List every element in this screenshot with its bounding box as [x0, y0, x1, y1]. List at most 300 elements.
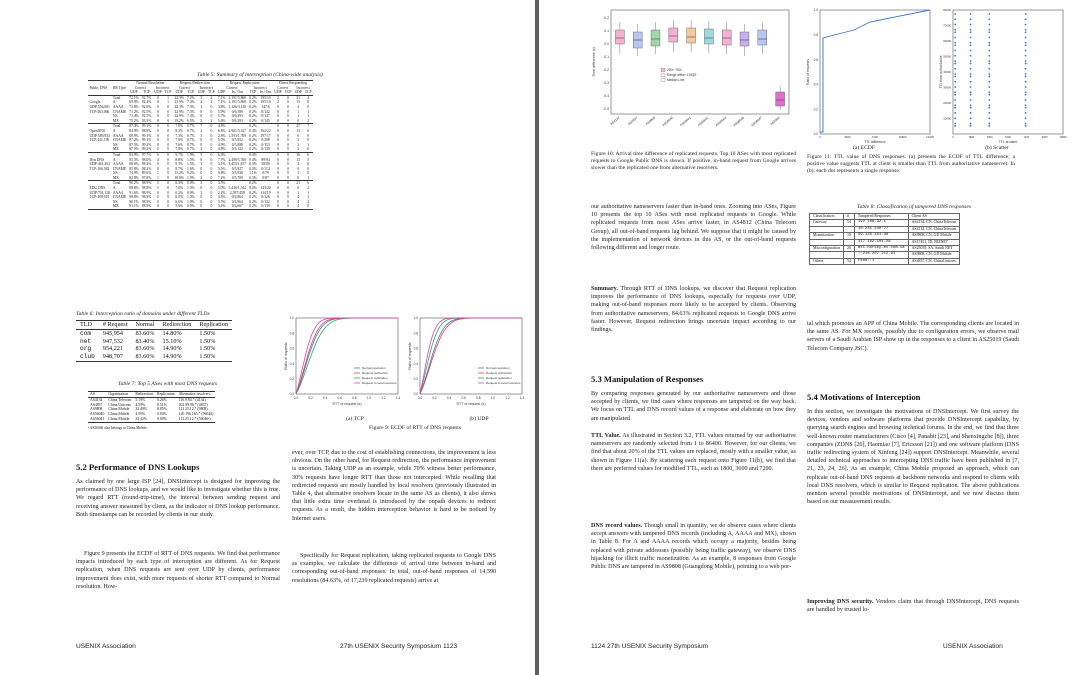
t5-cell: 0 — [277, 199, 279, 204]
y-axis-label: TTL from authoritative — [939, 55, 943, 89]
y-tick-label: 70000 — [943, 23, 951, 28]
iqr-box — [615, 30, 624, 44]
t5-cell: 2.8% — [217, 133, 226, 138]
t5-cell: 4.9% — [217, 142, 226, 147]
t5-cell: 0.3% — [249, 166, 257, 171]
t5-cell: 1.1% — [249, 171, 257, 176]
figure10-caption: Figure 10: Arrival time difference of replicated requests. Top 10 ASes with most replicated requests to Google Public DNS is shown. If positive, in-band request from Google arrives slower than the replicated one from alternative resolvers. — [591, 151, 796, 171]
legend-label: Request redirection — [362, 371, 389, 376]
t5-cell: 7.3% — [186, 104, 195, 109]
t7-cell: 112.25.12.* (56046¹) — [178, 416, 211, 421]
t5-cell: 5.0% — [217, 138, 226, 143]
t5-cell: 0 — [277, 133, 279, 138]
y-tick-label: 0.6 — [813, 57, 818, 62]
scatter-point — [1025, 107, 1027, 109]
t5-subgroup-head: Correct — [134, 85, 146, 90]
t5-cell: 1 — [307, 114, 310, 119]
y-tick-label: 1.0 — [413, 316, 418, 321]
t5-dns-cell: Dyn DNS — [89, 157, 105, 162]
t5-cell: 1.9% — [186, 175, 195, 180]
col2-para1: tal which promotes an APP of China Mobile. The corresponding clients are located in the same AS. For MX records, possibly due to configuration errors, we observe mail servers of a Saudi Arabian ISP show up in the responses to a client in AS25019 (Saudi Telecom Company JSC). — [807, 321, 1019, 352]
table5-caption: Table 5: Summary of interception (China-wide analysis) — [197, 72, 323, 78]
t7-cell: AS9808 — [90, 407, 103, 412]
t5-cell: 0.2% — [249, 147, 257, 152]
t5-cell: 0 — [277, 171, 279, 176]
t5-cell: 4.8% — [217, 147, 226, 152]
t5-cell: 6 — [297, 133, 300, 138]
t5-cell: 0 — [196, 204, 206, 209]
scatter-point — [954, 31, 956, 33]
t5-cell: 0 — [210, 186, 213, 191]
scatter-point — [988, 29, 990, 31]
x-tick-label: 1800 — [968, 136, 975, 139]
t5-cell: 0 — [307, 100, 310, 105]
col1-para1: our authoritative nameservers faster than in-band ones. Zooming into ASes, Figure 10 presents the top 10 ASes with most replicated requests to Google. While replicated requests from most ASes arrive faster, in AS4812 (China Telecom Group), all out-of-band requests lag behind. We suppose that it might be caused by the implementation of network devices in this AS, or the out-of-band requests following different and longer route. — [591, 204, 796, 252]
t5-cell: 0/142 — [261, 109, 270, 114]
x-tick-label: 0.6 — [337, 396, 342, 400]
t5-cell: 2 — [200, 128, 203, 133]
t5-cell: 98.2% — [141, 162, 152, 167]
t5-cell: 0/6,393 — [227, 119, 248, 124]
section-5-3-ttl — [591, 432, 796, 473]
table-row — [88, 417, 215, 422]
iqr-box — [740, 32, 749, 46]
t5-cell: 1 — [153, 176, 163, 181]
legend-label: Request replication — [486, 376, 512, 381]
scatter-point — [1025, 94, 1027, 96]
y-tick-label: 0.2 — [413, 377, 418, 381]
x-tick-label: 10800 — [1059, 136, 1067, 139]
t5-cell: 0.7% — [186, 128, 195, 133]
y-tick-label: -0.3 — [603, 81, 609, 86]
x-tick-label: AS9394 — [769, 115, 781, 127]
t5-cell: 0/6,589 — [231, 109, 243, 114]
figure9-caption: Figure 9: ECDF of RTT of DNS requests — [368, 425, 461, 431]
scatter-point — [970, 37, 972, 39]
t5-cell: 3 — [196, 95, 206, 100]
t5-cell: 1 — [163, 95, 173, 100]
t5-cell: 7.8% — [173, 147, 186, 152]
t5-cell: 0 — [277, 186, 279, 191]
t5-cell: 5.7% — [217, 114, 226, 119]
t7-cell: 120.196.165.* (56040) — [178, 412, 214, 417]
t5-group-head: Direct Responding — [273, 81, 313, 86]
t6-cell: 947,532 — [102, 337, 123, 345]
table8-caption: Table 8: Classification of tampered DNS responses — [856, 204, 972, 210]
x-tick-label: 0 — [819, 135, 821, 139]
scatter-point — [1025, 99, 1027, 101]
t5-dns-cell: UDP:556,081 — [89, 104, 110, 109]
scatter-point — [988, 123, 990, 125]
t5-cell: 1.0% — [186, 199, 195, 204]
t5-cell: 92.7% — [141, 95, 152, 100]
figure9-udp-chart — [406, 312, 528, 410]
t8-cell: AS4134, CN, ChinaTelecom — [908, 220, 960, 226]
t5-cell: 0 — [287, 142, 289, 147]
t5-subgroup-head: Incorrect — [156, 85, 170, 90]
t5-dns-cell: Google — [89, 100, 101, 105]
t5-proto-head: TCP — [208, 90, 215, 95]
scatter-point — [954, 91, 956, 93]
t5-cell: 7.2% — [186, 95, 195, 100]
t6-cell: 948,707 — [102, 353, 123, 361]
t5-cell: CNAME — [112, 166, 127, 171]
t8-cell: 10 — [844, 233, 855, 239]
t5-cell: 0 — [210, 190, 213, 195]
scatter-point — [1025, 123, 1027, 125]
t5-cell: 89/94 — [261, 157, 270, 162]
t5-cell: 97.8% — [141, 175, 152, 180]
t5-cell: 3.8% — [217, 104, 226, 109]
scatter-point — [954, 107, 956, 109]
t5-cell: 147/6 — [261, 104, 270, 109]
t5-cell: 0.4% — [249, 157, 257, 162]
scatter-point — [1025, 125, 1027, 127]
t5-cell: 0 — [157, 142, 159, 147]
t5-cell: 197/17 — [260, 133, 271, 138]
t5-cell: 91.6% — [129, 190, 139, 195]
scatter-point — [970, 112, 972, 114]
y-axis-label: Ratio of requests — [806, 59, 810, 85]
t5-cell: 0/79 — [262, 171, 269, 176]
t5-cell: 3.5% — [217, 195, 226, 200]
t5-cell: NS — [112, 142, 118, 147]
t5-cell: 0 — [167, 138, 169, 143]
x-tick-label: 0.8 — [352, 396, 357, 400]
iqr-box — [704, 29, 713, 44]
t5-cell: 72.1% — [129, 95, 139, 100]
t5-cell: 0 — [307, 138, 310, 143]
t5-cell: 0.7% — [186, 147, 195, 152]
t5-cell: 1 — [307, 190, 310, 195]
t5-cell: 0 — [277, 128, 279, 133]
t5-cell: 0 — [153, 147, 163, 152]
t6-cell: 14.90% — [162, 345, 182, 353]
x-tick-label: 0.8 — [476, 396, 481, 400]
scatter-point — [954, 104, 956, 106]
t5-cell: 90.2% — [129, 181, 139, 186]
t5-cell: 22.3% — [174, 104, 184, 109]
t7-cell: 4.59% — [135, 412, 146, 417]
t5-cell: 7.4% — [186, 100, 195, 105]
t6-cell: 945,954 — [102, 329, 123, 337]
y-axis-label: Time difference (s) — [592, 47, 596, 77]
t5-cell: 0 — [287, 186, 289, 191]
t7-cell: China Mobile — [108, 416, 130, 421]
t5-cell: 89.9% — [129, 133, 139, 138]
scatter-point — [970, 107, 972, 109]
t5-cell: 8 — [297, 186, 300, 191]
t5-cell: AAAA — [112, 162, 124, 167]
t5-cell: 0/5,122 — [227, 147, 248, 152]
t8-header: Client AS — [908, 214, 960, 220]
figure11 — [804, 4, 1069, 146]
t8-cell: 10.231.240.77 — [854, 226, 908, 232]
scatter-point — [954, 68, 956, 70]
scatter-point — [970, 50, 972, 52]
scatter-point — [1025, 13, 1027, 15]
x-tick-label: AS56040 — [661, 115, 674, 128]
t5-cell: 5.6% — [173, 204, 186, 209]
t7-cell: 112.25.12.* (9808) — [178, 407, 208, 412]
y-tick-label: 20000 — [943, 101, 951, 106]
t5-proto-head: In / Out — [259, 90, 272, 95]
y-axis-label: Ratio of requests — [408, 342, 412, 370]
t5-cell: AAAA — [112, 190, 124, 195]
t5-cell: 7.8% — [173, 124, 186, 129]
t5-cell: 0 — [167, 166, 169, 171]
y-tick-label: 0.4 — [413, 361, 418, 366]
t5-cell: 195/10 — [258, 95, 272, 100]
t5-cell: 0.4% — [249, 152, 257, 157]
t8-cell: 117.102.104.28 — [854, 239, 908, 245]
t5-cell: 143/20 — [260, 186, 271, 191]
legend-label: Request to local resolvers — [362, 381, 397, 386]
t5-cell: 0 — [273, 176, 283, 181]
ecdf-series-line — [820, 10, 930, 132]
fig9b-sublabel: (b) UDP — [469, 416, 489, 422]
records-lead: DNS record values. — [591, 523, 643, 529]
t5-cell: 2,499/5,760 — [228, 157, 247, 162]
scatter-point — [988, 91, 990, 93]
t5-cell: 7.7% — [217, 157, 226, 162]
t5-cell: 2 — [297, 142, 300, 147]
table7-footnote: ¹ AS56046 also belongs to China Mobile. — [88, 425, 148, 430]
t5-cell: 0 — [277, 195, 279, 200]
scatter-point — [1025, 55, 1027, 57]
t5-cell: 0 — [277, 162, 279, 167]
t5-dns-cell: UDP:461,263 — [89, 162, 110, 167]
table7 — [88, 391, 215, 431]
scatter-point — [988, 81, 990, 83]
figure10-boxplot — [589, 4, 794, 149]
legend-label: Request redirection — [486, 371, 513, 376]
x-tick-label: 3600 — [986, 136, 993, 139]
t5-cell: 0 — [157, 114, 159, 119]
scatter-point — [970, 99, 972, 101]
t8-header: Classification — [810, 214, 844, 220]
t5-cell: MX — [111, 176, 127, 181]
t5-cell: 0 — [283, 119, 293, 124]
section-5-3-para1: By comparing responses generated by our authoritative nameservers and those accepted by clients, we find cases where responses are tampered on the way back. We focus on TTL and DNS record values of a response and elaborate on how they are manipulated. — [591, 391, 796, 422]
y-tick-label: 30000 — [943, 85, 951, 90]
x-tick-label: AS56046 — [732, 115, 746, 128]
x-axis-label: TTL at client — [998, 140, 1018, 144]
t6-cell: club — [80, 353, 95, 361]
iqr-box — [722, 30, 731, 45]
t5-cell: 0/139 — [258, 147, 272, 152]
t5-cell: 0 — [163, 176, 173, 181]
legend-label: Normal resolution — [362, 366, 386, 371]
figure9 — [282, 312, 532, 410]
scatter-point — [970, 73, 972, 75]
table6-caption: Table 6: Interception ratio of domains under different TLDs — [76, 311, 210, 317]
t5-cell: 1 — [307, 195, 310, 200]
x-tick-label: AS56041 — [679, 115, 692, 128]
t5-cell: 0 — [287, 190, 289, 195]
scatter-point — [954, 112, 956, 114]
t5-cell: 0 — [297, 166, 300, 171]
scatter-point — [954, 99, 956, 101]
scatter-point — [1025, 60, 1027, 62]
t5-cell: 88.0% — [129, 186, 139, 191]
scatter-point — [970, 104, 972, 106]
t5-cell: 89.6% — [141, 171, 152, 176]
t5-cell: 0 — [273, 181, 283, 186]
t5-cell: 0 — [273, 152, 283, 157]
scatter-point — [1025, 50, 1027, 52]
t5-cell: 0 — [210, 114, 213, 119]
t5-dns-cell: OpenDNS — [89, 128, 105, 133]
t5-cell: 0 — [157, 100, 159, 105]
t5-cell: 3.5% — [217, 181, 226, 186]
t5-cell: 0 — [167, 190, 169, 195]
t5-cell: 0/5,927 — [231, 166, 243, 171]
t5-cell: 83.9% — [129, 152, 139, 157]
t5-cell: 16 — [293, 152, 303, 157]
scatter-point — [1025, 73, 1027, 75]
y-tick-label: -0.4 — [603, 94, 609, 99]
x-tick-label: AS56042 — [696, 115, 710, 128]
t5-cell: 22.9% — [174, 114, 184, 119]
t5-cell: 1.6% — [186, 166, 195, 171]
t8-cell: AS25019, SA, Saudi NET — [908, 246, 960, 252]
y-tick-label: 0.2 — [813, 107, 818, 112]
t5-cell: 3.5% — [217, 199, 226, 204]
t5-cell: 3 — [200, 162, 203, 167]
t5-cell: 2 — [273, 95, 283, 100]
t5-cell: 3 — [297, 138, 300, 143]
col1-summary — [591, 285, 796, 334]
t5-cell: 0 — [210, 133, 213, 138]
t5-cell: 362/22 — [260, 128, 271, 133]
t5-cell: 1.5% — [186, 157, 195, 162]
t5-cell: 1.0% — [186, 186, 195, 191]
t6-cell: 954,221 — [102, 345, 123, 353]
t5-cell: 1 — [297, 114, 300, 119]
t5-cell: 87.2% — [129, 138, 139, 143]
t5-cell: 23.9% — [174, 100, 184, 105]
t5-cell: 1 — [307, 142, 310, 147]
x-tick-label: AS4837 — [627, 115, 639, 127]
t6-cell: 1.50% — [199, 353, 216, 361]
t5-cell: A — [112, 186, 116, 191]
t5-cell: 1,126/3,130 — [228, 104, 247, 109]
t5-proto-head: TCP — [304, 90, 312, 95]
t5-cell: 0 — [210, 199, 213, 204]
t5-cell: 0 — [157, 195, 159, 200]
summary-text: Through RTT of DNS lookups, we discover that Request replication improves the performance of DNS lookups, especially for requests over UDP, making out-of-band responses more likely to be accepted by clients. Observing from authoritative nameservers, 84.63% replicated requests to Google DNS arrive faster. However, Request redirection brings uncertain impact according to our findings. — [591, 286, 796, 334]
t5-cell: 6 — [303, 181, 313, 186]
t5-cell: 88.6% — [129, 162, 139, 167]
t5-cell: 0 — [287, 100, 289, 105]
t8-cell: AS9808, CN, GD Mobile — [908, 252, 960, 258]
t5-cell: 1,593/1,709 — [228, 133, 247, 138]
t5-group-head: Request Redirection — [173, 81, 216, 86]
t5-cell: 0 — [307, 104, 310, 109]
scatter-point — [970, 44, 972, 46]
t5-cell: 2 — [196, 176, 206, 181]
y-tick-label: 0.0 — [413, 392, 418, 397]
t6-header: # Request — [102, 321, 128, 328]
x-tick-label: 0.6 — [461, 396, 466, 400]
t5-cell: 92.6% — [141, 104, 152, 109]
t5-cell: 6.5% — [175, 195, 184, 200]
t5-cell: 0.2% — [249, 138, 257, 143]
table8 — [809, 213, 960, 265]
t5-cell: 4 — [297, 104, 300, 109]
y-tick-label: 60000 — [943, 39, 951, 44]
t7-cell: AS56040 — [90, 412, 105, 417]
t5-proto-head: UDP — [175, 90, 183, 95]
t5-cell: 0 — [307, 133, 310, 138]
t7-cell: 23.42% — [135, 416, 148, 421]
t5-cell: 4 — [293, 204, 303, 209]
scatter-point — [954, 86, 956, 88]
t5-cell: 0 — [167, 128, 169, 133]
y-tick-label: 0.6 — [289, 346, 294, 351]
t5-cell: 0 — [283, 124, 293, 129]
t5-cell: 69.0% — [129, 100, 139, 105]
scatter-point — [1025, 104, 1027, 106]
t5-cell: 5 — [307, 157, 310, 162]
t5-cell: 0 — [163, 147, 173, 152]
x-tick-label: 1.2 — [505, 396, 510, 400]
x-tick-label: 0 — [952, 136, 954, 139]
t5-cell: 0 — [157, 128, 159, 133]
t5-cell: 0/147 — [261, 114, 270, 119]
t5-cell: 92.5% — [141, 114, 152, 119]
t5-proto-head: UDP — [154, 90, 162, 95]
x-tick-label: 0.0 — [417, 396, 423, 400]
figure11-caption: Figure 11: TTL value of DNS responses. (a) presents the ECDF of TTL difference; a positive value suggests TTL at client is smaller than TTL from authoritative nameserver. In (b), each dot represents a single response. — [807, 154, 1015, 174]
records-text: Though small in quantity, we do observe cases where clients accept answers with tampered DNS records (including A, AAAA and MX), shown in Table 8. For A and AAAA records which occupy a majority, besides being replaced with private addresses (possibly being traffic gateway), we observe DNS hijacking for illicit traffic monetization. As an example, 8 responses from Google Public DNS are tampered in AS9808 (Guangdong Mobile), pointing to a web por- — [591, 523, 796, 571]
x-tick-label: 0.0 — [293, 396, 299, 400]
scatter-point — [988, 68, 990, 70]
scatter-point — [970, 91, 972, 93]
t5-cell: 2 — [207, 95, 217, 100]
t5-cell: 0.2% — [249, 204, 257, 209]
t5-cell: 38/80 — [261, 162, 270, 167]
section-5-2-para1: As claimed by one large ISP [24], DNSIntercept is designed for improving the performance of DNS lookups, and we would like to investigate whether this is true. We regard RTT (round-trip-time), the interval between sending request and receiving answer measured by client, as the indicator of DNS lookup performance. Both timestamps can be recorded by clients in our study. — [76, 479, 280, 518]
table-row — [76, 353, 232, 361]
t5-cell: 0 — [167, 157, 169, 162]
scatter-point — [988, 50, 990, 52]
t5-cell: 0 — [277, 104, 279, 109]
scatter-point — [988, 60, 990, 62]
t5-cell: 0 — [287, 199, 289, 204]
t8-cell: AS17451, ID, BIZNET — [908, 239, 960, 245]
t5-cell: 13 — [296, 157, 300, 162]
t5-cell: 0 — [157, 109, 159, 114]
t7-cell: 32.49% — [135, 407, 148, 412]
t5-cell: 0 — [277, 157, 279, 162]
t5-dns-cell — [88, 204, 111, 209]
t5-cell: 0 — [287, 166, 289, 171]
x-tick-label: 14400 — [926, 135, 934, 139]
iqr-box — [776, 92, 785, 106]
legend-label: Request to local resolvers — [486, 381, 521, 386]
t5-cell: 0 — [277, 166, 279, 171]
t5-cell: 0 — [210, 109, 213, 114]
scatter-point — [1025, 63, 1027, 65]
t7-cell: 116.9.94.* (4134) — [178, 397, 206, 402]
y-tick-label: 0.8 — [289, 331, 294, 336]
t5-proto-head: UDP — [130, 90, 138, 95]
t5-cell: 99.2% — [141, 142, 152, 147]
t5-cell: 0 — [200, 114, 203, 119]
t5-cell: MX — [111, 204, 127, 209]
